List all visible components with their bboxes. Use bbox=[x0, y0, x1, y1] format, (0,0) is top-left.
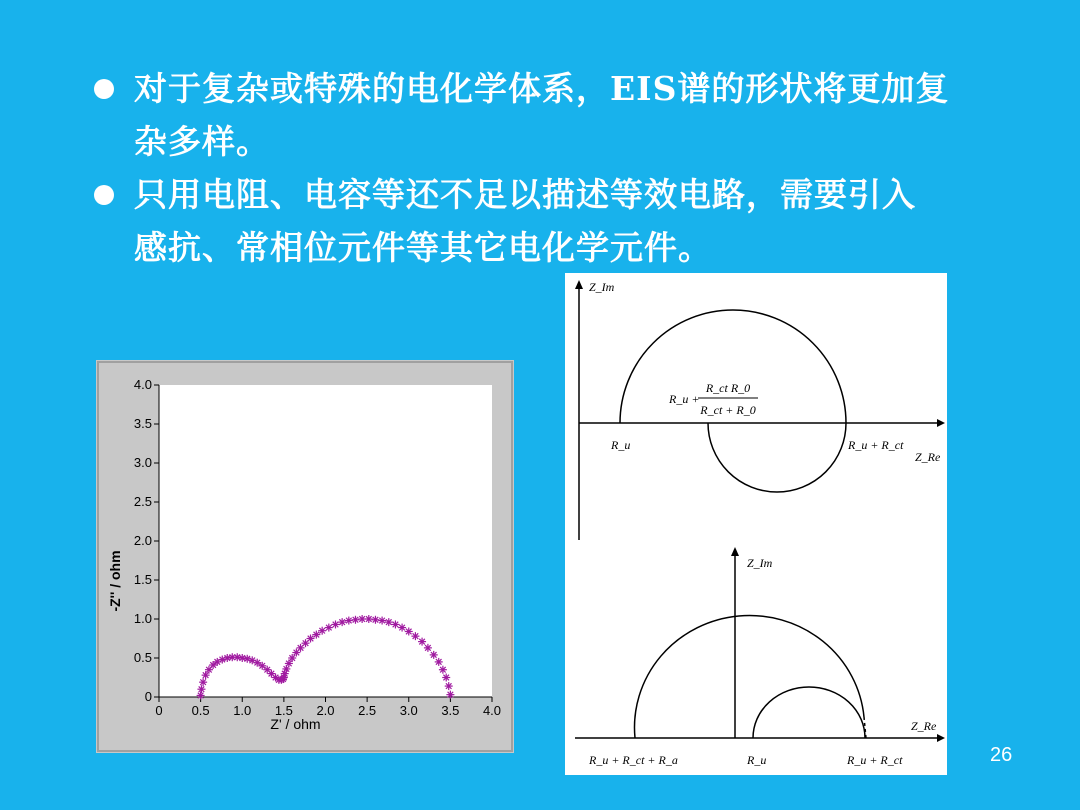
bullet-line: 感抗、常相位元件等其它电化学元件。 bbox=[134, 228, 712, 267]
y-axis-label: -Z'' / ohm bbox=[107, 550, 123, 612]
data-point bbox=[365, 615, 373, 623]
data-point bbox=[418, 638, 426, 646]
data-point bbox=[258, 662, 266, 670]
data-point bbox=[312, 631, 320, 639]
y-tick-label: 0.5 bbox=[133, 650, 152, 665]
data-point bbox=[405, 627, 413, 635]
data-point bbox=[430, 651, 438, 659]
diagram-bottom-svg bbox=[565, 540, 947, 775]
y-tick-label: 2.0 bbox=[133, 533, 152, 548]
data-point bbox=[439, 666, 447, 674]
data-point bbox=[424, 644, 432, 652]
y-tick-label: 1.0 bbox=[133, 611, 152, 626]
page-number: 26 bbox=[990, 744, 1013, 766]
x-axis-label: Z' / ohm bbox=[270, 716, 321, 732]
diagram-background bbox=[565, 540, 947, 775]
y-tick-label: 1.5 bbox=[133, 572, 152, 587]
data-point bbox=[307, 635, 315, 643]
mid-label: R_u bbox=[747, 753, 767, 767]
bullet-line: 只用电阻、电容等还不足以描述等效电路，需要引入 bbox=[134, 175, 916, 214]
bullet-item bbox=[92, 62, 1022, 168]
data-point bbox=[288, 654, 296, 662]
y-tick-label: 3.5 bbox=[133, 416, 152, 431]
right-label: R_u + R_ct bbox=[847, 753, 903, 767]
x-tick-label: 2.0 bbox=[316, 703, 335, 718]
x-tick-label: 4.0 bbox=[482, 703, 502, 718]
x-axis-label: Z_Re bbox=[915, 450, 941, 464]
diagram-top-svg bbox=[565, 273, 947, 545]
x-tick-label: 2.5 bbox=[358, 703, 377, 718]
diagram-background bbox=[565, 273, 947, 545]
bullet-list bbox=[92, 62, 1022, 274]
impedance-diagram-bottom bbox=[565, 540, 947, 775]
ru-label: R_u bbox=[611, 438, 631, 452]
x-tick-label: 0 bbox=[155, 703, 163, 718]
data-point bbox=[378, 617, 386, 625]
y-tick-label: 3.0 bbox=[133, 455, 152, 470]
data-point bbox=[197, 691, 205, 699]
bullet-dot-icon bbox=[94, 185, 114, 205]
nyquist-plot bbox=[96, 360, 514, 753]
fraction-denominator: R_ct + R_0 bbox=[700, 403, 756, 417]
x-tick-label: 3.0 bbox=[399, 703, 418, 718]
fraction-numerator: R_ct R_0 bbox=[705, 381, 751, 395]
bullet-line: 杂多样。 bbox=[134, 122, 270, 161]
data-point bbox=[435, 658, 443, 666]
left-label: R_u + R_ct + R_a bbox=[589, 753, 678, 767]
fraction-prefix: R_u + bbox=[669, 392, 700, 406]
x-tick-label: 0.5 bbox=[191, 703, 210, 718]
y-tick-label: 0 bbox=[144, 689, 152, 704]
bullet-item bbox=[92, 168, 1022, 274]
y-axis-label: Z_Im bbox=[589, 280, 615, 294]
impedance-diagram-top bbox=[565, 273, 947, 545]
x-tick-label: 1.5 bbox=[274, 703, 293, 718]
data-point bbox=[338, 618, 346, 626]
nyquist-plot-figure bbox=[96, 360, 514, 753]
y-tick-label: 4.0 bbox=[133, 377, 152, 392]
y-axis-label: Z_Im bbox=[747, 556, 773, 570]
bullet-dot-icon bbox=[94, 79, 114, 99]
ru-rct-label: R_u + R_ct bbox=[848, 438, 904, 452]
data-point bbox=[345, 617, 353, 625]
bullet-line: 对于复杂或特殊的电化学体系，EIS谱的形状将更加复 bbox=[134, 69, 950, 108]
plot-area bbox=[159, 385, 492, 697]
x-axis-label: Z_Re bbox=[911, 719, 937, 733]
x-tick-label: 1.0 bbox=[233, 703, 252, 718]
x-tick-label: 3.5 bbox=[441, 703, 460, 718]
data-point bbox=[442, 674, 450, 682]
y-tick-label: 2.5 bbox=[133, 494, 152, 509]
